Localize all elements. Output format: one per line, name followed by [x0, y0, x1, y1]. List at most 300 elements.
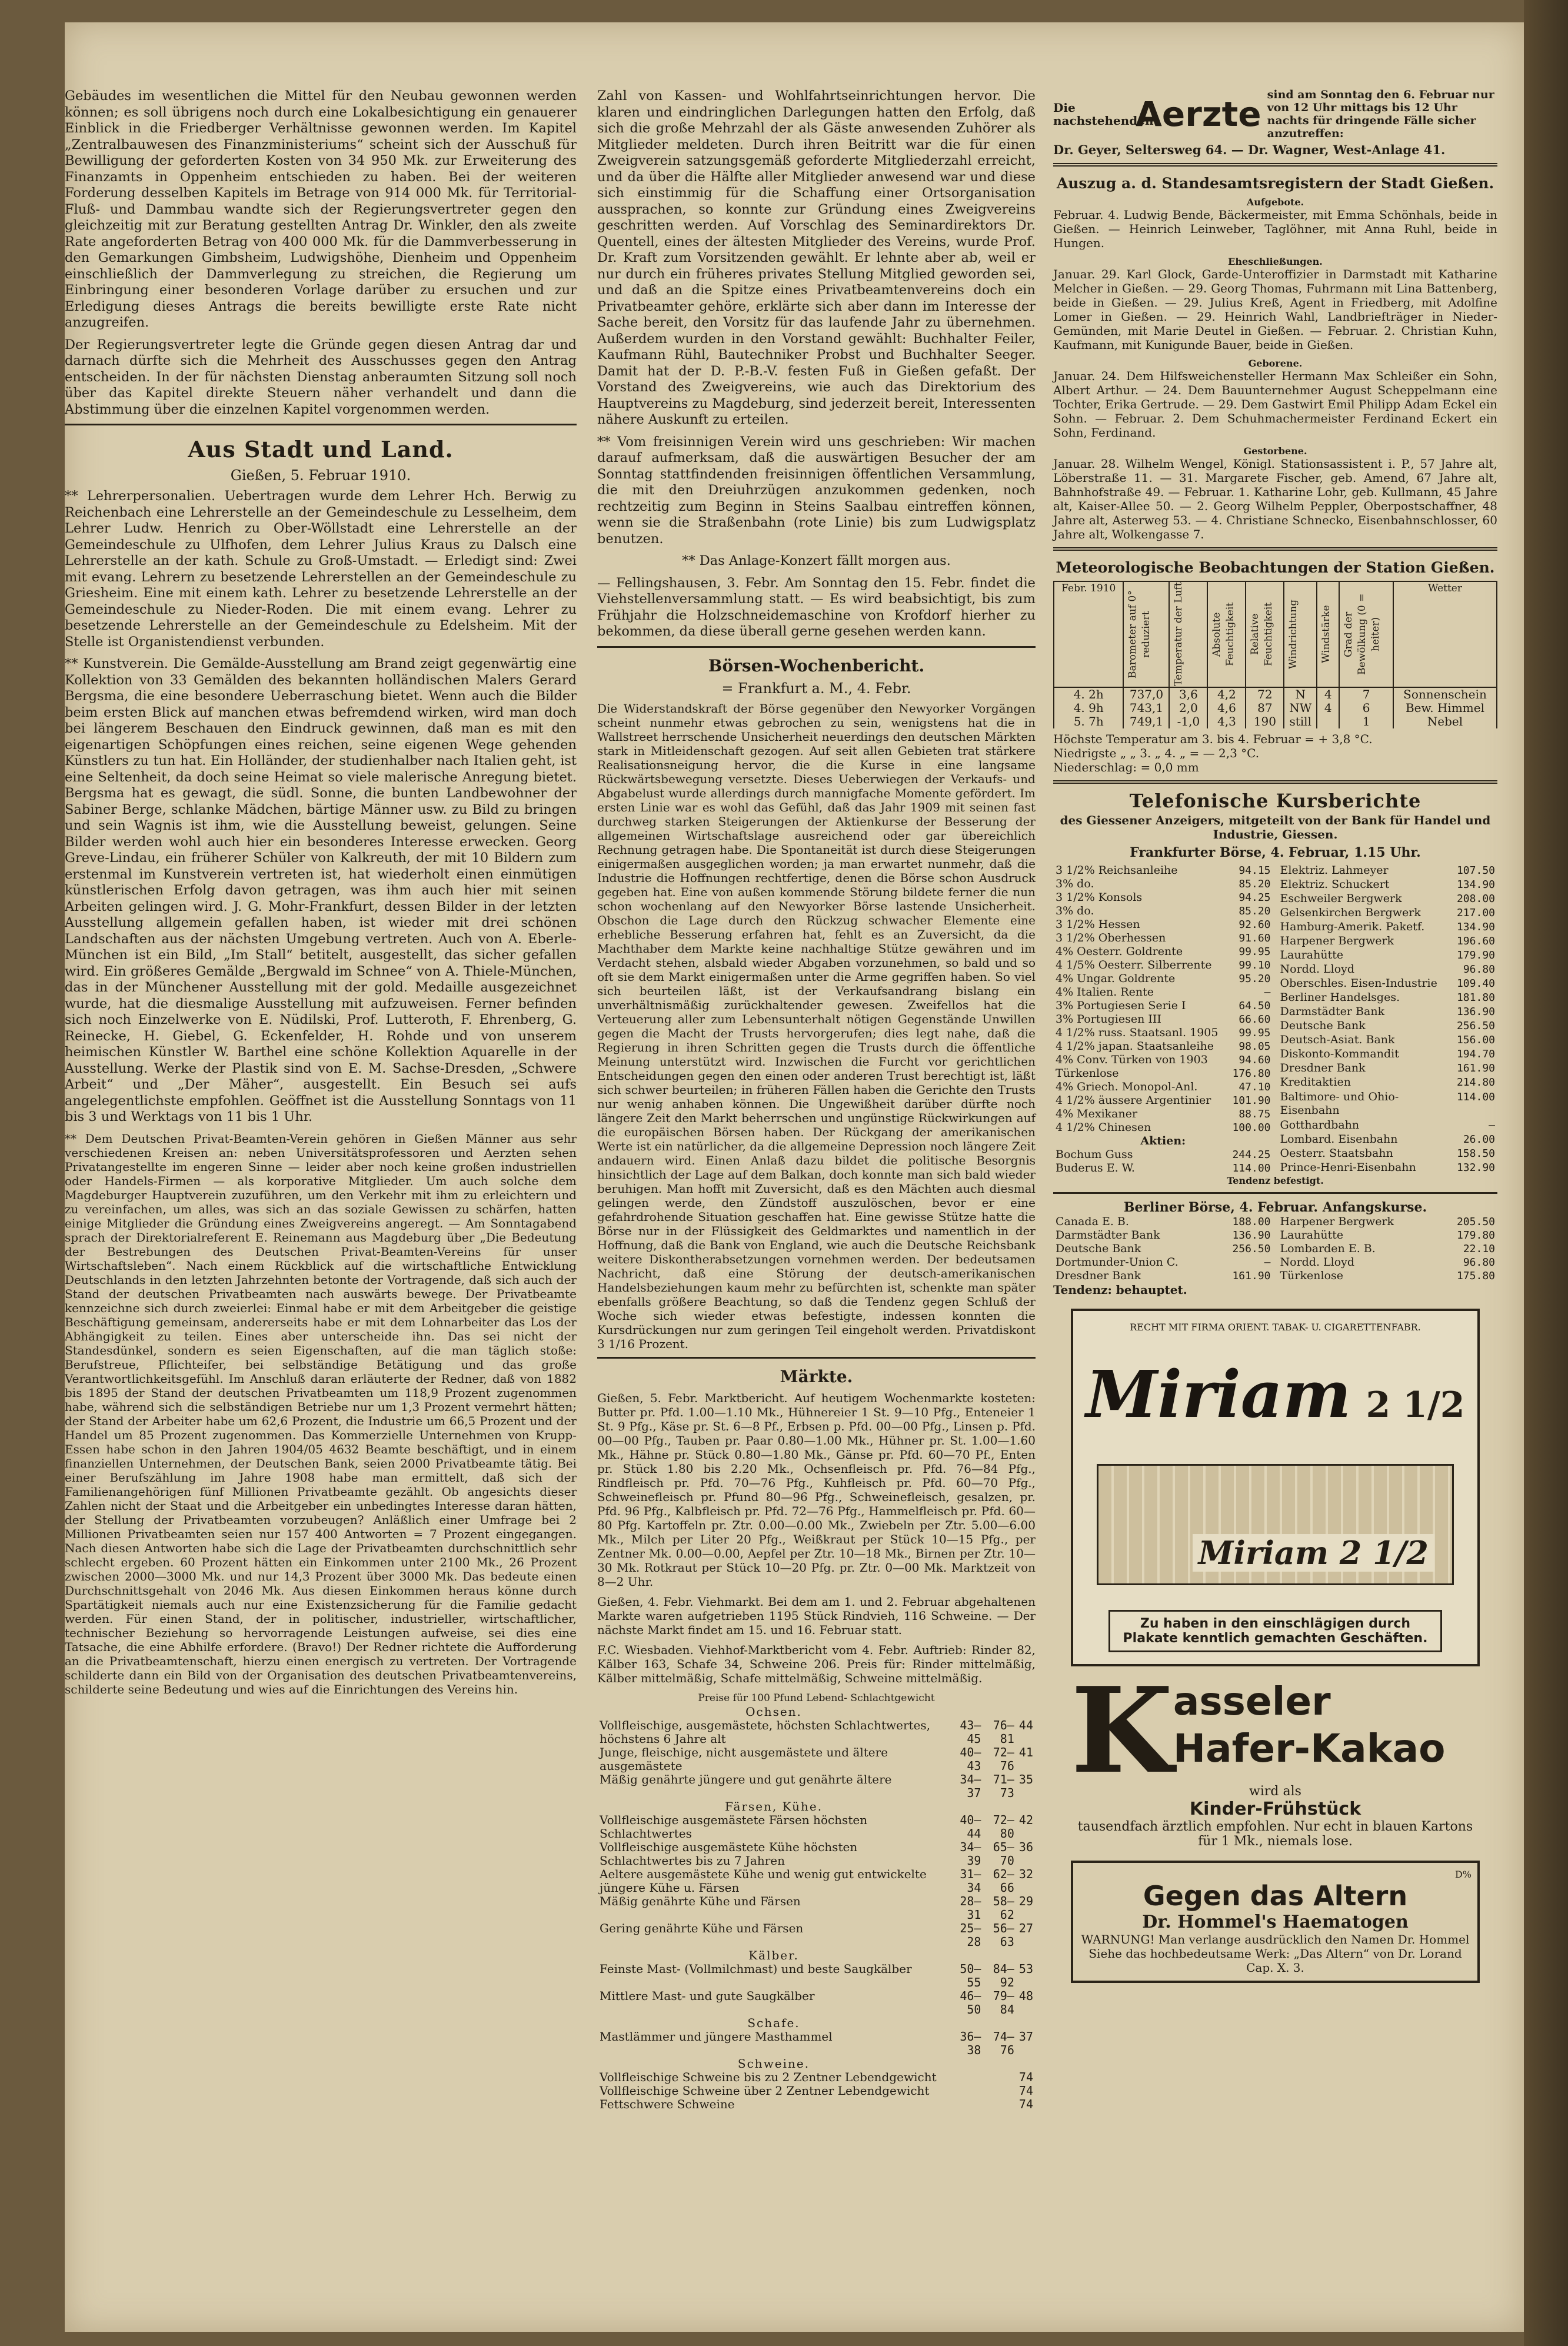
kurs-row — [1053, 877, 1273, 891]
price-lebend: 34—37 — [960, 1772, 981, 1800]
meteo-cell: 4,6 — [1207, 701, 1246, 715]
kurs-value: 66.60 — [1239, 1013, 1271, 1026]
meteo-cell: Nebel — [1393, 715, 1497, 728]
divider — [1053, 163, 1497, 167]
kurs-name: Baltimore- und Ohio-Eisenbahn — [1280, 1090, 1399, 1117]
kurs-row — [1278, 1147, 1498, 1161]
boerse-text: Die Widerstandskraft der Börse gegenüber den Newyorker Vorgängen scheint nunmehr etwas gebrochen zu sein, wenigstens hat die in Wallstreet herrschende Unsicherheit neuerdings den deutschen Märkten stark in Mitleidenschaft gezogen. Auf seit allen Gebieten trat stärkere Realisationsneigung hervor, die die Kurse in eine langsame Rückwärtsbewegung versetzte. Dieses Ueberwiegen der Verkaufs- und Abgabelust wurde allerdings durch mannigfache Momente gefördert. Im ersten Linie war es wohl das Gefühl, daß das Jahr 1909 mit seinen fast durchweg starken Steigerungen der Aktienkurse der Besserung der allgemeinen Wirtschaftslage ausreichend oder gar übereichlich Rechnung getragen habe. Die Spontaneität ist durch diese Steigerungen einigermaßen ausgeglichen worden; ja man erwartet nunmehr, daß die Industrie die Hoffnungen rechtfertige, denen die Börse schon Ausdruck gegeben hat. Eine von außen kommende Störung bildete ferner die nun schon wochenlang auf den Newyorker Börse lastende Unsicherheit. Obschon die Lage durch den Rückzug schwacher Elemente eine erhebliche Besserung erfahren hat, fehlt es an Zuversicht, da die Machthaber dem Markte keine nachhaltige Stütze gewähren und im Verdacht stehen, alsbald wieder Abgaben vorzunehmen, so bald und so oft sie dem Markt einigermaßen unter die Arme gegriffen haben. So viel sich beurteilen läßt, ist der Verkaufsandrang bislang ein unverhältnismäßig zurückhaltender gewesen. Zweifellos hat die Verteuerung aller zum Lebensunterhalt nötigen Gegenstände Unwillen gegen die Macht der Trusts hervorgerufen; dies legt nahe, daß die Regierung in ihren Schritten gegen die Trusts durch die öffentliche Meinung unterstützt wird. Inzwischen die Furcht vor gerichtlichen Entscheidungen gegen den einen oder anderen Trust berechtigt ist, läßt sich schwer beurteilen; in früheren Fällen haben die Gerichte den Trusts nur wenig anhaben können. Die Ungewißheit darüber dürfte noch längere Zeit den Markt beherrschen und ungünstige Rückwirkungen auf die europäischen Börsen haben. Der Rückgang der amerikanischen Werte ist ein natürlicher, da die allgemeine Depression noch längere Zeit andauern wird. Einen Anlaß dazu bildet die politische Besorgnis hinsichtlich der Lage auf dem Balkan, doch konnte man sich bald wieder beruhigen. Man hofft mit Zuversicht, daß es den Mächten auch diesmal gelingen werde, den Zündstoff auszulöschen, bevor er eine gefahrdrohende Situation geschaffen hat. Eine gewisse Stütze hatte die Börse nur in der Flüssigkeit des Geldmarktes und namentlich in der Hoffnung, daß die Bank von England, wie auch die Deutsche Reichsbank weitere Diskontherabsetzungen vornehmen werden. Der bedeutsamen Nachricht, daß eine Störung der deutsch-amerikanischen Handelsbeziehungen kaum mehr zu befürchten ist, schenkte man später ebenfalls größere Beachtung, so daß die Tendenz gegen Schluß der Woche sich wieder etwas befestigte, indessen konnten die Kursdrückungen nur zum geringen Teil eingeholt werden. Privatdiskont 3 1/16 Prozent. — [597, 701, 1036, 1351]
price-schlacht: 72—76 — [993, 1745, 1014, 1773]
kurs-title: Telefonische Kursberichte — [1129, 790, 1421, 812]
price-lebend — [950, 2084, 983, 2098]
meteo-cell: 5. 7h — [1054, 715, 1123, 728]
article-zweigverein: Zahl von Kassen- und Wohlfahrtseinrichtungen hervor. Die klaren und eindringlichen Darlegungen hatten den Erfolg, daß sich die große Mehrzahl der als Gäste anwesenden Zuhörer als Mitglieder meldeten. Durch ihren Beitritt war die für einen Zweigverein satzungsgemäß geforderte Mitgliederzahl erreicht, und da über die Hälfte aller Mitglieder anwesend war und diese sich einstimmig für die Schaffung einer Ortsorganisation aussprachen, so konnte zur Gründung eines Zweigvereins geschritten werden. Auf Vorschlag des Seminardirektors Dr. Quentell, eines der ältesten Mitglieder des Vereins, wurde Prof. Dr. Kraft zum Vorsitzenden gewählt. Er lehnte aber ab, weil er nur durch ein früheres privates Stellung Mitglied geworden sei, und daß an die Spitze eines Privatbeamtenvereins doch ein Privatbeamter gehöre, erklärte sich aber dann im Interesse der Sache bereit, den Vorsitz für das laufende Jahr zu übernehmen. Außerdem wurden in den Vorstand gewählt: Buchhalter Feiler, Kaufmann Rühl, Bautechniker Probst und Buchhalter Seeger. Damit hat der D. P.-B.-V. festen Fuß in Gießen gefaßt. Der Vorstand des Zweigvereins, wie auch das Direktorium des Hauptvereins zu Magdeburg, sind jederzeit bereit, Interessenten nähere Auskunft zu erteilen. — [597, 88, 1036, 427]
vieh-text: Gießen, 4. Febr. Viehmarkt. Bei dem am 1. und 2. Februar abgehaltenen Markte waren aufgetrieben 1195 Stück Rindvieh, 116 Schweine. — Der nächste Markt findet am 15. und 16. Februar statt. — [597, 1594, 1036, 1637]
meteo-min: Niedrigste „ „ 3. „ 4. „ = — 2,3 °C. — [1053, 746, 1260, 760]
kurs-value: 161.90 — [1232, 1270, 1271, 1282]
kurs-name: Harpener Bergwerk — [1280, 1215, 1394, 1228]
meteo-max: Höchste Temperatur am 3. bis 4. Februar = + 3,8 °C. — [1053, 732, 1373, 746]
aktien-heading: Aktien: — [1140, 1134, 1186, 1147]
kurs-value: 256.50 — [1456, 1020, 1495, 1033]
kurs-value: 196.60 — [1456, 935, 1495, 948]
miriam-box-label: Miriam 2 1/2 — [1193, 1534, 1434, 1572]
divider — [1053, 547, 1497, 551]
kurs-name: Türkenlose — [1056, 1067, 1119, 1080]
kurs-value: 134.90 — [1456, 921, 1495, 934]
miriam-top: RECHT MIT FIRMA ORIENT. TABAK- U. CIGARETTENFABR. — [1130, 1322, 1421, 1333]
kurs-row — [1278, 1229, 1498, 1242]
meteo-cell: 737,0 — [1123, 687, 1169, 701]
kurs-name: Nordd. Lloyd — [1280, 963, 1355, 976]
price-mittel: 42 — [1018, 1812, 1033, 1827]
kurs-name: Canada E. B. — [1056, 1215, 1129, 1228]
kurs-value: 99.10 — [1239, 959, 1271, 971]
kurs-value: — — [1264, 986, 1271, 999]
price-mittel: 27 — [1018, 1921, 1033, 1935]
price-schlacht: 76—81 — [993, 1718, 1014, 1746]
price-row — [597, 1719, 1036, 1746]
ffm-tables — [1053, 864, 1497, 1175]
kurs-row — [1053, 1067, 1273, 1080]
meteo-cell: 72 — [1246, 687, 1284, 701]
kurs-name: Berliner Handelsges. — [1280, 991, 1400, 1004]
kurs-name: Deutsch-Asiat. Bank — [1280, 1033, 1395, 1047]
meteo-header: Barometer auf 0° reduziert — [1123, 581, 1169, 687]
price-schlacht: 62—66 — [993, 1866, 1014, 1895]
meteo-cell: 87 — [1246, 701, 1284, 715]
kurs-value: 100.00 — [1232, 1122, 1271, 1134]
kurs-name: Bochum Guss — [1056, 1148, 1133, 1161]
meteo-cell: 749,1 — [1123, 715, 1169, 728]
hommel-mark: D% — [1454, 1869, 1472, 1880]
article-konzert: ** Das Anlage-Konzert fällt morgen aus. — [682, 553, 951, 568]
price-lebend — [950, 2016, 983, 2030]
meteo-header: Absolute Feuchtigkeit — [1207, 581, 1246, 687]
geb-heading: Geborene. — [1248, 358, 1303, 369]
price-mittel: 32 — [1018, 1866, 1033, 1881]
kurs-name: Gelsenkirchen Bergwerk — [1280, 906, 1421, 920]
price-label: Junge, fleischige, nicht ausgemästete und ältere ausgemästete — [600, 1745, 888, 1773]
price-row — [597, 1989, 1036, 2016]
wiesbaden-text: F.C. Wiesbaden. Viehhof-Marktbericht vom 4. Febr. Auftrieb: Rinder 82, Kälber 163, Schafe 34, Schweine 206. Preis für: Rinder mittelmäßig, Kälber mittelmäßig, Schafe mittelmäßig, Schweine mittelmäßig. — [597, 1642, 1036, 1685]
kurs-row — [1278, 1033, 1498, 1047]
kurs-value: 101.90 — [1232, 1094, 1271, 1107]
meteo-cell: 4 — [1317, 687, 1339, 701]
kurs-value: 85.20 — [1239, 905, 1271, 917]
kurs-name: Dortmunder-Union C. — [1056, 1256, 1179, 1269]
kurs-row — [1278, 1047, 1498, 1061]
price-schlacht — [983, 1705, 1016, 1719]
price-lebend — [950, 1705, 983, 1719]
ffm-title: Frankfurter Börse, 4. Februar, 1.15 Uhr. — [1130, 845, 1421, 860]
kurs-name: 3 1/2% Konsols — [1056, 891, 1143, 904]
kurs-name: 4% Oesterr. Goldrente — [1056, 945, 1183, 958]
kurs-row — [1053, 864, 1273, 877]
meteo-cell: 4. 2h — [1054, 687, 1123, 701]
kurs-value: 107.50 — [1456, 864, 1495, 877]
price-row — [597, 1773, 1036, 1800]
kurs-row — [1278, 977, 1498, 991]
kurs-value: 22.10 — [1463, 1243, 1495, 1255]
kasseler-line1: asseler — [1173, 1679, 1331, 1724]
meteo-cell — [1317, 715, 1339, 728]
kurs-row — [1053, 1013, 1273, 1026]
ehe-heading: Eheschließungen. — [1228, 256, 1323, 267]
kurs-name: Kreditaktien — [1280, 1076, 1351, 1089]
kasseler-k: K — [1071, 1678, 1173, 1800]
boerse-dateline: = Frankfurt a. M., 4. Febr. — [721, 680, 911, 697]
price-row — [597, 1841, 1036, 1868]
price-lebend: 31—34 — [960, 1866, 981, 1895]
meteo-cell: 3,6 — [1169, 687, 1207, 701]
kurs-name: Elektriz. Lahmeyer — [1280, 864, 1389, 877]
kurs-value: 136.90 — [1232, 1229, 1271, 1242]
kurs-row — [1053, 986, 1273, 999]
article-privatbeamten: ** Dem Deutschen Privat-Beamten-Verein gehören in Gießen Männer aus sehr verschiedenen Kreisen an: neben Universitätsprofessoren und Aerzten sehen Privatangestellte im engeren Sinne — leider aber noch keine großen industriellen oder Handels-Firmen — als korporative Mitglieder. Um auch solche dem Magdeburger Hauptverein zuzuführen, um den Verkehr mit ihm zu erleichtern und zu vereinfachen, um alles, was sich an das soziale Gewissen zu schärfen, hatten einige Mitglieder die Gründung eines Zweigvereins angeregt. — Am Sonntagabend sprach der Direktorialreferent E. Reinemann aus Magdeburg über „Die Bedeutung der Bestrebungen des Deutschen Privat-Beamten-Vereins für unser Wirtschaftsleben“. Nach einem Rückblick auf die wirtschaftliche Entwicklung Deutschlands in den letzten Jahrzehnten betonte der Vortragende, daß sich auch der Stand der deutschen Privatbeamten nach auswärts bewege. Der Privatbeamte kennzeichne sich durch zweierlei: Einmal habe er mit dem Arbeitgeber die geistige Beschäftigung gemeinsam, andererseits habe er mit dem Lohnarbeiter das Los der Abhängigkeit zu teilen. Eines aber unterscheide ihn. Das sei nicht der Standesdünkel, sondern es seien Eigenschaften, auf die man täglich stoße: Berufstreue, Pflichteifer, bei selbständige Betätigung und das große Verantwortlichkeitsgefühl. Im Anschluß daran erläuterte der Redner, daß von 1882 bis 1895 der Stand der deutschen Privatbeamten um 118,9 Prozent zugenommen habe, während sich die selbständigen Betriebe nur um 1,3 Prozent vermehrt hätten; der Stand der Arbeiter habe um 62,6 Prozent, die Industrie um 66,5 Prozent und der Handel um 85 Prozent zugenommen. Das Kommerzielle Unternehmen von Krupp-Essen habe schon in den Jahren 1904/05 4632 Beamte beschäftigt, und in einem finanziellen Unternehmen, der Deutschen Bank, seien 2000 Privatbeamte tätig. Bei einer Berufszählung im Jahre 1908 habe man ermittelt, daß sich der Familienangehörigen fünf Millionen Privatbeamte gezählt. Ob angesichts dieser Zahlen nicht der Staat und die Arbeitgeber ein unbedingtes Interesse daran hätten, der Stellung der Privatbeamten vorzubeugen? Anläßlich einer Umfrage bei 2 Millionen Privatbeamten seien nur 157 400 Antworten = 7 Prozent eingegangen. Nach diesen Antworten habe sich die Lage der Privatbeamten durchschnittlich sehr schlecht ergeben. 60 Prozent hätten ein Einkommen unter 2100 Mk., 26 Prozent zwischen 2000—3000 Mk. und nur 14,3 Prozent über 3000 Mk. Das bedeute einen Durchschnittsgehalt von 2046 Mk. Aus diesen Einkommen heraus könne durch Spartätigkeit niemals auch nur eine Existenzsicherung für die Familie gedacht werden. Für einen Stand, der in politischer, industrieller, wirtschaftlicher, technischer Beziehung so hervorragende Leistungen aufweise, sei dies eine Tatsache, die eine Abhilfe erfordere. (Bravo!) Der Redner richtete die Aufforderung an die Privatbeamtenschaft, hierzu einen energisch zu vertreten. Der Vortragende schilderte dann ein Bild von der Organisation des deutschen Privatbeamtenvereins, schilderte seine Bedeutung und wies auf die Einrichtungen des Vereins hin. — [65, 1131, 577, 1696]
price-row — [597, 2030, 1036, 2057]
price-lebend: 28—31 — [960, 1894, 981, 1922]
kurs-value: 134.90 — [1456, 878, 1495, 891]
kurs-name: 3% Portugiesen Serie I — [1056, 999, 1186, 1012]
kurs-row — [1053, 959, 1273, 972]
kurs-name: 3 1/2% Hessen — [1056, 918, 1140, 931]
kurs-name: Oberschles. Eisen-Industrie — [1280, 977, 1437, 990]
article-intro: Gebäudes im wesentlichen die Mittel für den Neubau gewonnen werden können; es soll übrigens noch durch eine Lokalbesichtigung ein genauerer Einblick in die Friedberger Verhältnisse gewonnen werden. Im Kapitel „Zentralbauwesen des Finanzministeriums“ scheint sich der Ausschuß für Bewilligung der geforderten Kosten von 34 950 Mk. zur Erweiterung des Finanzamts in Oppenheim entschieden zu haben. Bei der weiteren Forderung desselben Kapitels im Betrage von 914 000 Mk. für Territorial-Fluß- und Dammbau wandte sich der Regierungsvertreter gegen den gleichzeitig mit zur Beratung gestellten Antrag Dr. Winkler, den als zweite Rate angeforderten Betrag von 400 000 Mk. für die Dammverbesserung in den Gemarkungen Gimbsheim, Ludwigshöhe, Dienheim und Oppenheim einschließlich der Dammverlegung zu streichen, die Regierung um Einbringung einer besonderen Vorlage darüber zu ersuchen und zur Erledigung dieses Antrags die bereits bewilligte erste Rate nicht anzugreifen. — [65, 88, 577, 330]
price-lebend — [950, 1800, 983, 1813]
meteo-cell: N — [1284, 687, 1317, 701]
price-label: Vollfleischige ausgemästete Färsen höchsten Schlachtwertes — [600, 1812, 868, 1841]
column-3 — [1053, 88, 1497, 1989]
kurs-row — [1053, 904, 1273, 918]
kurs-row — [1053, 945, 1273, 959]
kurs-row — [1278, 1061, 1498, 1076]
kurs-value: 96.80 — [1463, 963, 1495, 976]
kurs-value: 214.80 — [1456, 1076, 1495, 1089]
price-row — [597, 2084, 1036, 2098]
kurs-row — [1278, 878, 1498, 892]
kurs-name: 3 1/2% Oberhessen — [1056, 931, 1166, 944]
kurs-row — [1053, 1162, 1273, 1175]
price-schlacht — [983, 2098, 1016, 2111]
kurs-row — [1278, 1090, 1498, 1119]
price-lebend: 40—44 — [960, 1812, 981, 1841]
kurs-row — [1053, 1040, 1273, 1053]
price-mittel: 74 — [1018, 2097, 1033, 2111]
kurs-value: 94.25 — [1239, 891, 1271, 904]
kurs-row — [1278, 1269, 1498, 1283]
price-row — [597, 1922, 1036, 1949]
price-label: Mäßig genährte jüngere und gut genährte ältere — [600, 1772, 892, 1786]
kurs-row — [1053, 999, 1273, 1013]
ehe-text: Januar. 29. Karl Glock, Garde-Unteroffizier in Darmstadt mit Katharine Melcher in Gießen. — 29. Georg Thomas, Fuhrmann mit Lina Battenberg, beide in Gießen. — 29. Julius Kreß, Agent in Friedberg, mit Adolfine Lomer in Gießen. — 29. Heinrich Wahl, Landbriefträger in Nieder-Gemünden, mit Marie Deutel in Gießen. — Februar. 2. Christian Kuhn, Kaufmann, mit Kunigunde Bauer, beide in Gießen. — [1053, 267, 1497, 352]
price-mittel: 48 — [1018, 1988, 1033, 2003]
kurs-row — [1053, 1053, 1273, 1067]
meteo-title: Meteorologische Beobachtungen der Station Gießen. — [1056, 559, 1495, 576]
price-row — [597, 1800, 1036, 1813]
kurs-name: Türkenlose — [1280, 1269, 1343, 1282]
kurs-value: 194.70 — [1456, 1048, 1495, 1061]
article-regierung: Der Regierungsvertreter legte die Gründe gegen diesen Antrag dar und darnach dürfte sich die Mehrheit des Ausschusses gegen den Antrag entscheiden. In der für nächsten Dienstag anberaumten Sitzung soll noch über das Kapitel direkte Steuern näher verhandelt und dann die Abstimmung über die einzelnen Kapitel vorgenommen werden. — [65, 337, 577, 417]
kurs-value: 98.05 — [1239, 1040, 1271, 1053]
hommel-title: Gegen das Altern — [1143, 1880, 1408, 1912]
hommel-warn: WARNUNG! Man verlange ausdrücklich den Namen Dr. Hommel — [1081, 1932, 1470, 1946]
price-schlacht: 79—84 — [993, 1988, 1014, 2016]
price-lebend — [950, 1949, 983, 1962]
divider — [1053, 1192, 1497, 1194]
article-fellingshausen: — Fellingshausen, 3. Febr. Am Sonntag den 15. Febr. findet die Viehstellenversammlung statt. — Es wird beabsichtigt, bis zum Frühjahr die Holzschneidemaschine von Krofdorf hierher zu bekommen, da diese überall gerne gesehen werden kann. — [597, 575, 1036, 639]
berlin-right-table — [1278, 1215, 1498, 1283]
kurs-name: 4 1/2% russ. Staatsanl. 1905 — [1056, 1026, 1219, 1039]
price-header: Preise für 100 Pfund Lebend- Schlachtgewicht — [698, 1692, 935, 1704]
kurs-name: 4% Conv. Türken von 1903 — [1056, 1053, 1208, 1066]
price-label: Gering genährte Kühe und Färsen — [600, 1921, 804, 1935]
price-lebend: 40—43 — [960, 1745, 981, 1773]
kasseler-line2: Hafer-Kakao — [1173, 1726, 1446, 1771]
price-mittel: 74 — [1018, 2083, 1033, 2098]
price-schlacht: 58—62 — [993, 1894, 1014, 1922]
kurs-name: Dresdner Bank — [1056, 1269, 1141, 1282]
article-freisinnig: ** Vom freisinnigen Verein wird uns geschrieben: Wir machen darauf aufmerksam, daß die auswärtigen Besucher der am Sonntag stattfindenden freisinnigen öffentlichen Versammlung, die mit den Dreiuhrzügen anzukommen gedenken, noch rechtzeitig zum Beginn in Steins Saalbau eintreffen können, wenn sie die Straßenbahn (rote Linie) bis zum Ludwigsplatz benutzen. — [597, 434, 1036, 547]
kurs-value: 99.95 — [1239, 946, 1271, 958]
berlin-title: Berliner Börse, 4. Februar. Anfangskurse. — [1123, 1200, 1427, 1215]
miriam-ad — [1071, 1309, 1480, 1666]
kasseler-ad — [1071, 1678, 1480, 1849]
kurs-value: 175.80 — [1456, 1270, 1495, 1282]
kurs-value: 205.50 — [1456, 1216, 1495, 1228]
price-row — [597, 1813, 1036, 1841]
boerse-title: Börsen-Wochenbericht. — [708, 655, 925, 675]
ffm-left-table — [1053, 864, 1273, 1175]
kurs-row — [1278, 1215, 1498, 1229]
price-row — [597, 1962, 1036, 1989]
meteo-header: Relative Feuchtigkeit — [1246, 581, 1284, 687]
kurs-row — [1278, 892, 1498, 906]
kurs-name: Eschweiler Bergwerk — [1280, 892, 1402, 906]
price-label: Färsen, Kühe. — [724, 1799, 823, 1813]
kurs-name: Gotthardbahn — [1280, 1118, 1360, 1132]
kurs-name: Laurahütte — [1280, 1229, 1344, 1242]
kurs-value: 88.75 — [1239, 1108, 1271, 1120]
kurs-name: Lombard. Eisenbahn — [1280, 1132, 1398, 1146]
price-label: Mastlämmer und jüngere Masthammel — [600, 2029, 833, 2044]
price-lebend: 34—39 — [960, 1839, 981, 1868]
kurs-name: 4% Italien. Rente — [1056, 986, 1154, 999]
meteo-cell: 7 — [1339, 687, 1393, 701]
kurs-name: 4 1/2% Chinesen — [1056, 1121, 1151, 1134]
kurs-value: 156.00 — [1456, 1034, 1495, 1047]
berlin-tables — [1053, 1215, 1497, 1283]
kurs-name: 4% Ungar. Goldrente — [1056, 972, 1176, 985]
price-schlacht: 65—70 — [993, 1839, 1014, 1868]
kurs-row — [1053, 1148, 1273, 1162]
kurs-name: Dresdner Bank — [1280, 1061, 1366, 1075]
price-row — [597, 1746, 1036, 1773]
geb-text: Januar. 24. Dem Hilfsweichensteller Hermann Max Schleißer ein Sohn, Albert Arthur. — 24. Dem Bauunternehmer August Scheppelmann eine Tochter, Erika Gertrude. — 29. Dem Gastwirt Emil Philipp Adam Eckel ein Sohn. — Februar. 2. Dem Schuhmachermeister Ferdinand Eckert ein Sohn, Ferdinand. — [1053, 369, 1497, 440]
price-label: Ochsen. — [745, 1704, 802, 1719]
meteo-cell: 190 — [1246, 715, 1284, 728]
kurs-row — [1053, 918, 1273, 931]
price-mittel: 36 — [1018, 1839, 1033, 1854]
aufgebote-heading: Aufgebote. — [1246, 197, 1304, 208]
price-label: Feinste Mast- (Vollmilchmast) und beste Saugkälber — [600, 1961, 912, 1976]
meteo-table — [1053, 581, 1497, 728]
aerzte-left: Die nachstehenden — [1053, 101, 1154, 128]
miriam-brand: Miriam — [1086, 1356, 1351, 1432]
kurs-row — [1278, 934, 1498, 949]
kurs-value: 94.60 — [1239, 1054, 1271, 1066]
meteo-cell: 4. 9h — [1054, 701, 1123, 715]
price-schlacht — [983, 2016, 1016, 2030]
price-row — [597, 2071, 1036, 2084]
column-2 — [597, 88, 1036, 2111]
kurs-name: 3% Portugiesen III — [1056, 1013, 1161, 1026]
kurs-name: Diskonto-Kommandit — [1280, 1047, 1399, 1061]
price-mittel: 35 — [1018, 1772, 1033, 1786]
price-schlacht: 71—73 — [993, 1772, 1014, 1800]
kurs-value: 179.80 — [1456, 1229, 1495, 1242]
price-lebend — [950, 2098, 983, 2111]
kurs-row — [1278, 1019, 1498, 1033]
kurs-row — [1053, 1242, 1273, 1256]
kurs-name: 3% do. — [1056, 904, 1094, 917]
price-lebend: 46—50 — [960, 1988, 981, 2016]
price-mittel: 29 — [1018, 1894, 1033, 1908]
kurs-name: 4% Mexikaner — [1056, 1107, 1138, 1120]
price-lebend — [950, 2057, 983, 2071]
kurs-name: Deutsche Bank — [1056, 1242, 1141, 1255]
kurs-value: 26.00 — [1463, 1133, 1495, 1146]
price-label: Schweine. — [737, 2056, 810, 2071]
price-row — [597, 1895, 1036, 1922]
price-schlacht — [983, 2071, 1016, 2084]
meteo-cell: 4,3 — [1207, 715, 1246, 728]
divider — [65, 424, 577, 425]
kurs-value: 208.00 — [1456, 893, 1495, 906]
price-lebend — [950, 2071, 983, 2084]
kurs-sub: des Giessener Anzeigers, mitgeteilt von der Bank für Handel und Industrie, Giessen. — [1060, 813, 1491, 841]
kurs-value: 92.60 — [1239, 919, 1271, 931]
price-mittel — [1017, 2016, 1036, 2030]
kurs-row — [1278, 991, 1498, 1005]
kurs-row — [1053, 1215, 1273, 1229]
price-label: Mittlere Mast- und gute Saugkälber — [600, 1988, 815, 2003]
kurs-value: 96.80 — [1463, 1256, 1495, 1269]
kurs-row — [1053, 1229, 1273, 1242]
kurs-row — [1278, 1005, 1498, 1019]
hommel-sub: Dr. Hommel's Haematogen — [1142, 1912, 1409, 1932]
divider — [1053, 780, 1497, 784]
price-schlacht — [983, 2057, 1016, 2071]
price-lebend: 25—28 — [960, 1921, 981, 1949]
meteo-cell: 4,2 — [1207, 687, 1246, 701]
kurs-name: Elektriz. Schuckert — [1280, 878, 1390, 891]
miriam-price: 2 1/2 — [1366, 1385, 1465, 1426]
aktien-heading-row — [1053, 1134, 1273, 1148]
kurs-value: 109.40 — [1456, 977, 1495, 990]
hommel-ad — [1071, 1861, 1480, 1983]
kurs-value: 132.90 — [1456, 1161, 1495, 1174]
kurs-value: 181.80 — [1456, 991, 1495, 1004]
meteo-cell: 1 — [1339, 715, 1393, 728]
kurs-name: Deutsche Bank — [1280, 1019, 1366, 1033]
kurs-name: Buderus E. W. — [1056, 1162, 1135, 1174]
kurs-value: 188.00 — [1232, 1216, 1271, 1228]
meteo-cell: Bew. Himmel — [1393, 701, 1497, 715]
price-row — [597, 2057, 1036, 2071]
kurs-row — [1278, 1133, 1498, 1147]
article-kunstverein: ** Kunstverein. Die Gemälde-Ausstellung am Brand zeigt gegenwärtig eine Kollektion von 33 Gemälden des bekannten holländischen Malers Gerard Bergsma, die eine besondere Ueberraschung bietet. Wenn auch die Bilder beim ersten Blick auf manchen etwas befremdend wirken, wird man doch bei längerem Beschauen den Eindruck gewinnen, daß man es mit den eigenartigen Schöpfungen eines reichen, seine eigenen Wege gehenden Künstlers zu tun hat. Ein Holländer, der studienhalber nach Italien geht, ist eine Seltenheit, da doch seine Heimat so viele malerische Anregung bietet. Bergsma hat es gewagt, die südl. Sonne, die bunten Landbewohner der Sabiner Berge, schlanke Mädchen, bärtige Männer usw. zu Bild zu bringen und sein Wagnis ist ihm, wie die Ausstellung beweist, gelungen. Seine Bilder werden wohl auch hier ein besonderes Interesse erwecken. Georg Greve-Lindau, ein früherer Schüler von Kalkreuth, der mit 10 Bildern zum erstenmal im Kunstverein vertreten ist, hat wiederholt einen einmütigen künstlerischen Erfolg davon getragen, was ihm auch hier mit seinen Arbeiten gelingen wird. J. G. Mohr-Frankfurt, dessen Bilder in der letzten Ausstellung allgemein gefallen haben, ist wieder mit drei schönen Landschaften aus der nächsten Umgebung vertreten. Auch von A. Eberle-München ist ein Bild, „Im Stall“ betitelt, ausgestellt, das sicher gefallen wird. Ein größeres Gemälde „Bergwald im Schnee“ von A. Thiele-München, das in der Münchener Ausstellung mit der gold. Medaille ausgezeichnet wurde, hat die diesmalige Ausstellung mit aufzuweisen. Ferner befinden sich noch Einzelwerke von E. Nüdilski, Prof. Lutteroth, F. Ehrenberg, G. Reinecke, H. Giebel, G. Eckenfelder, H. Rohde und von unserem heimischen Künstler W. Barthel eine schöne Kollektion Aquarelle in der Ausstellung. Werke der Plastik sind von E. M. Sachse-Dresden, „Schwere Arbeit“ und „Der Mäher“, ausgestellt. Ein Besuch sei aufs angelegentlichste empfohlen. Geöffnet ist die Ausstellung Sonntags von 11 bis 3 und Werktags von 11 bis 1 Uhr. — [65, 656, 577, 1124]
price-mittel: 37 — [1018, 2029, 1033, 2044]
aerzte-names: Dr. Geyer, Seltersweg 64. — Dr. Wagner, West-Anlage 41. — [1053, 142, 1446, 157]
column-1 — [65, 88, 577, 1702]
kurs-name: Lombarden E. B. — [1280, 1242, 1376, 1255]
kurs-name: 4 1/5% Oesterr. Silberrente — [1056, 959, 1212, 971]
meteo-cell: NW — [1284, 701, 1317, 715]
price-schlacht: 72—80 — [993, 1812, 1014, 1841]
meteo-cell: 6 — [1339, 701, 1393, 715]
price-label: Vollfleischige ausgemästete Kühe höchsten Schlachtwertes bis zu 7 Jahren — [600, 1839, 858, 1868]
aufgebote-text: Februar. 4. Ludwig Bende, Bäckermeister, mit Emma Schönhals, beide in Gießen. — Heinrich Leinweber, Taglöhner, mit Anna Ruhl, beide in Hungen. — [1053, 208, 1497, 250]
meteo-header: Temperatur der Luft — [1169, 581, 1207, 687]
price-row — [597, 1705, 1036, 1719]
kurs-name: Nordd. Lloyd — [1280, 1256, 1355, 1269]
kurs-row — [1053, 1107, 1273, 1121]
kurs-value: 176.80 — [1232, 1067, 1271, 1080]
kurs-value: 114.00 — [1232, 1162, 1271, 1174]
kurs-value: — — [1489, 1119, 1495, 1132]
price-mittel: 53 — [1018, 1961, 1033, 1976]
price-mittel — [1017, 1705, 1036, 1719]
meteo-row — [1054, 687, 1497, 701]
kurs-name: Oesterr. Staatsbahn — [1280, 1146, 1393, 1160]
meteo-row — [1054, 701, 1497, 715]
gest-heading: Gestorbene. — [1243, 445, 1307, 457]
gest-text: Januar. 28. Wilhelm Wengel, Königl. Stationsassistent i. P., 57 Jahre alt, Löberstraße 11. — 31. Margarete Fischer, geb. Amend, 67 Jahre alt, Bahnhofstraße 49. — Februar. 1. Katharine Lohr, geb. Kullmann, 45 Jahre alt, Kaiser-Allee 50. — 2. Georg Wilhelm Peppler, Oberpostschaffner, 48 Jahre alt, Asterweg 53. — 4. Christiane Schnecko, Eisenbahnschlosser, 60 Jahre alt, Wolkengasse 7. — [1053, 457, 1497, 541]
kasseler-line3: wird als — [1249, 1784, 1301, 1799]
kurs-row — [1278, 1076, 1498, 1090]
kurs-row — [1278, 864, 1498, 878]
kasseler-line5: tausendfach ärztlich empfohlen. Nur echt in blauen Kartons für 1 Mk., niemals lose. — [1077, 1819, 1473, 1849]
meteo-cell: 2,0 — [1169, 701, 1207, 715]
kurs-value: 99.95 — [1239, 1027, 1271, 1039]
price-lebend: 50—55 — [960, 1961, 981, 1989]
meteo-header: Febr. 1910 — [1054, 581, 1123, 687]
price-label: Vollfleischige Schweine über 2 Zentner Lebendgewicht — [600, 2083, 930, 2098]
kurs-value: 217.00 — [1456, 907, 1495, 920]
kurs-row — [1053, 1256, 1273, 1269]
kurs-row — [1053, 972, 1273, 986]
price-mittel: 41 — [1018, 1745, 1033, 1759]
price-lebend: 43—45 — [960, 1718, 981, 1746]
kurs-row — [1053, 891, 1273, 904]
meteo-row — [1054, 715, 1497, 728]
price-schlacht — [983, 2084, 1016, 2098]
kurs-value: 91.60 — [1239, 932, 1271, 944]
kurs-value: — — [1264, 1256, 1271, 1269]
price-row — [597, 1868, 1036, 1895]
meteo-rain: Niederschlag: = 0,0 mm — [1053, 760, 1199, 774]
meteo-cell: -1,0 — [1169, 715, 1207, 728]
kurs-row — [1053, 931, 1273, 945]
kasseler-line4: Kinder-Frühstück — [1189, 1799, 1361, 1819]
price-row — [597, 2098, 1036, 2111]
meteo-cell: still — [1284, 715, 1317, 728]
berlin-left-table — [1053, 1215, 1273, 1283]
kurs-name: 3% do. — [1056, 877, 1094, 890]
section-title: Aus Stadt und Land. — [188, 436, 454, 462]
kurs-row — [1278, 1161, 1498, 1175]
kurs-value: 179.90 — [1456, 949, 1495, 962]
price-schlacht: 84—92 — [993, 1961, 1014, 1989]
